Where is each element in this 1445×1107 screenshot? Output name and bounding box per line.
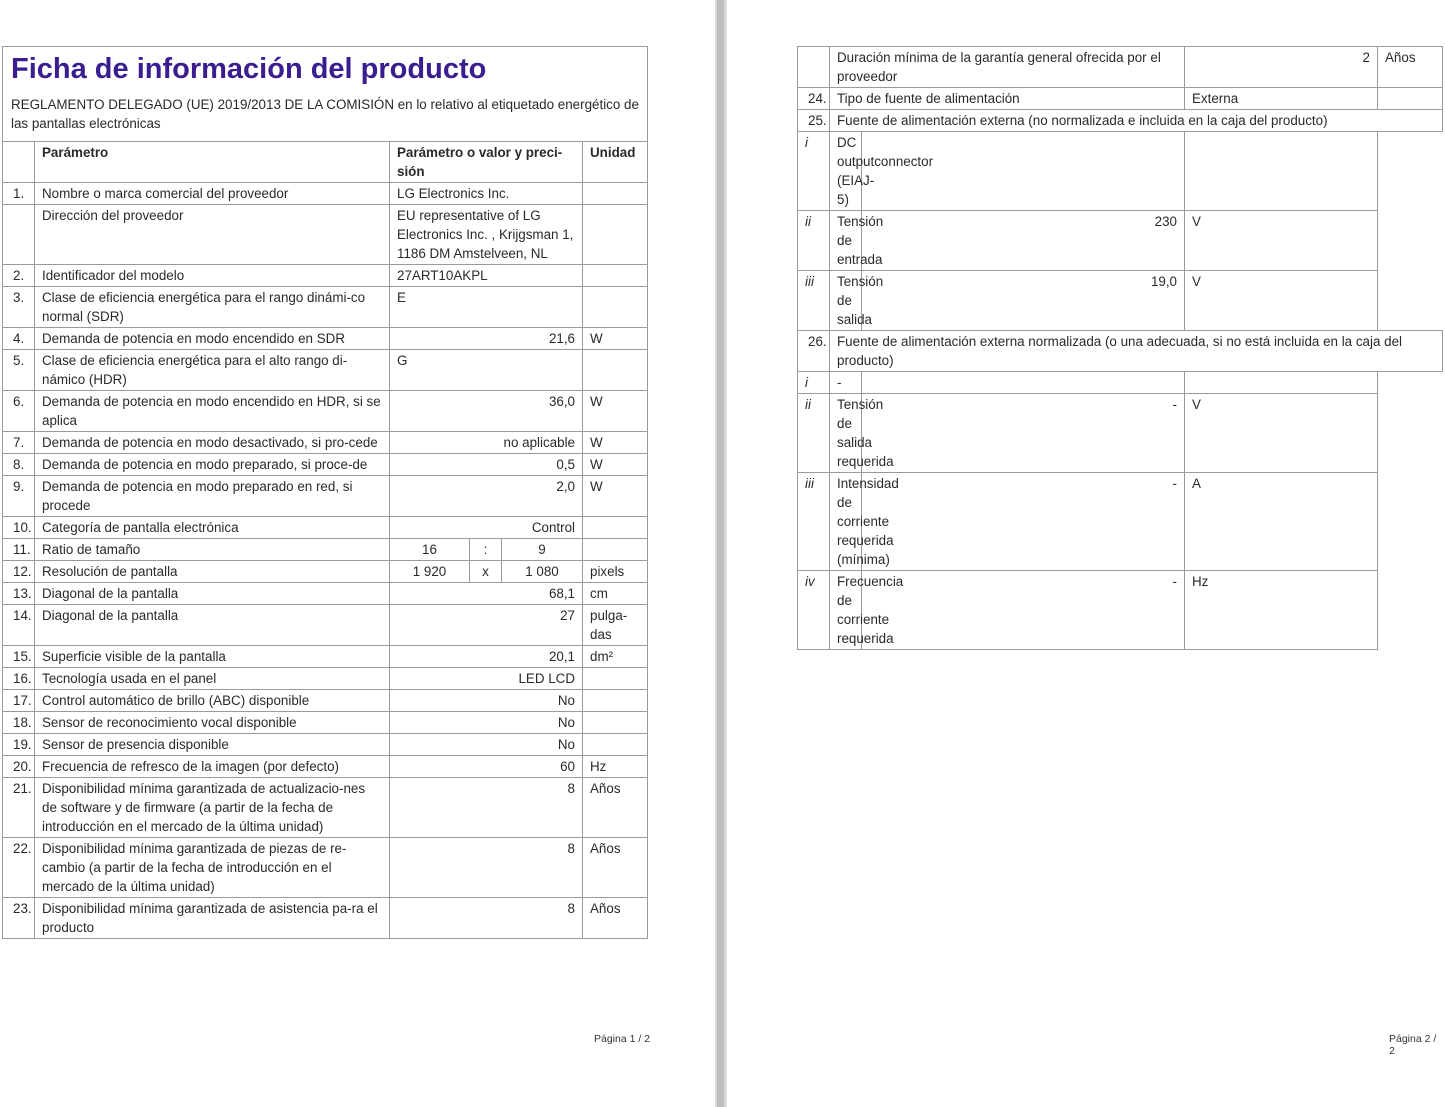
table-row-26 xyxy=(798,331,1443,372)
row-25-subitems xyxy=(798,132,1443,331)
table-row xyxy=(3,668,648,690)
row-value: No xyxy=(390,734,583,756)
row-parameter: Tecnología usada en el panel xyxy=(35,668,390,690)
table-row xyxy=(3,183,648,205)
sub-item-value xyxy=(862,132,1185,211)
sub-item-row xyxy=(798,211,1443,271)
row-unit: Años xyxy=(583,778,648,838)
rows-group-b xyxy=(3,583,648,939)
row-unit xyxy=(583,690,648,712)
sub-item-row xyxy=(798,372,1443,394)
row-number: 9. xyxy=(3,476,35,517)
sub-item-value: - xyxy=(862,571,1185,650)
sub-item-row xyxy=(798,571,1443,650)
row-value: No xyxy=(390,712,583,734)
row-value: 0,5 xyxy=(390,454,583,476)
row-parameter: Clase de eficiencia energética para el rango dinámi-co normal (SDR) xyxy=(35,287,390,328)
row-parameter: Demanda de potencia en modo desactivado, si pro-cede xyxy=(35,432,390,454)
table-row xyxy=(3,838,648,898)
row-value: 8 xyxy=(390,898,583,939)
header-row xyxy=(3,142,648,183)
sub-item-index: ii xyxy=(798,211,830,271)
row-unit: W xyxy=(583,454,648,476)
row-unit: Hz xyxy=(583,756,648,778)
row-parameter: Diagonal de la pantalla xyxy=(35,605,390,646)
table-row xyxy=(3,690,648,712)
product-info-table-page-2 xyxy=(797,46,1443,650)
sub-item-index: iii xyxy=(798,473,830,571)
row-value: Externa xyxy=(1185,88,1378,110)
row-number xyxy=(798,47,830,88)
table-row xyxy=(3,350,648,391)
row-value: 2,0 xyxy=(390,476,583,517)
table-row-resolution xyxy=(3,561,648,583)
page-number-2: Página 2 / 2 xyxy=(1389,1033,1437,1057)
row-value: 68,1 xyxy=(390,583,583,605)
scrollbar[interactable] xyxy=(717,0,724,1107)
row-unit: pulga-das xyxy=(583,605,648,646)
header-value: Parámetro o valor y preci-sión xyxy=(390,142,583,183)
resolution-width: 1 920 xyxy=(390,561,470,583)
sub-item-index: iii xyxy=(798,271,830,331)
sub-item-value: - xyxy=(862,394,1185,473)
row-parameter: Dirección del proveedor xyxy=(35,205,390,265)
sub-item-unit: A xyxy=(1185,473,1378,571)
row-unit xyxy=(1378,88,1443,110)
sub-item-unit xyxy=(1185,132,1378,211)
ratio-width: 16 xyxy=(390,539,470,561)
row-unit xyxy=(583,265,648,287)
row-parameter: Identificador del modelo xyxy=(35,265,390,287)
sub-item-row xyxy=(798,473,1443,571)
sub-item-parameter: Intensidad de corriente requerida (mínima) xyxy=(830,473,862,571)
sub-item-unit: V xyxy=(1185,271,1378,331)
section-title: Fuente de alimentación externa (no normalizada e incluida en la caja del producto) xyxy=(830,110,1443,132)
sub-item-value xyxy=(862,372,1185,394)
row-parameter: Demanda de potencia en modo preparado en red, si procede xyxy=(35,476,390,517)
product-info-table-page-1 xyxy=(2,46,648,939)
sub-item-parameter: Frecuencia de corriente requerida xyxy=(830,571,862,650)
page-number-1: Página 1 / 2 xyxy=(594,1033,651,1045)
sub-item-index: i xyxy=(798,132,830,211)
sub-item-value: - xyxy=(862,473,1185,571)
row-parameter: Sensor de presencia disponible xyxy=(35,734,390,756)
row-parameter: Sensor de reconocimiento vocal disponible xyxy=(35,712,390,734)
table-row-24 xyxy=(798,88,1443,110)
row-number: 18. xyxy=(3,712,35,734)
table-row xyxy=(3,265,648,287)
row-parameter: Categoría de pantalla electrónica xyxy=(35,517,390,539)
row-parameter: Diagonal de la pantalla xyxy=(35,583,390,605)
table-row xyxy=(3,605,648,646)
document-subtitle: REGLAMENTO DELEGADO (UE) 2019/2013 DE LA COMISIÓN en lo relativo al etiquetado energético de las pantallas electrónicas xyxy=(11,97,639,131)
resolution-separator: x xyxy=(470,561,502,583)
row-value: 60 xyxy=(390,756,583,778)
table-row xyxy=(3,734,648,756)
table-row xyxy=(3,778,648,838)
row-value: 8 xyxy=(390,778,583,838)
row-value: 21,6 xyxy=(390,328,583,350)
sub-item-parameter: - xyxy=(830,372,862,394)
sub-item-index: iv xyxy=(798,571,830,650)
row-number: 15. xyxy=(3,646,35,668)
row-value: 36,0 xyxy=(390,391,583,432)
row-number xyxy=(3,205,35,265)
row-number: 21. xyxy=(3,778,35,838)
row-parameter: Resolución de pantalla xyxy=(35,561,390,583)
header-unit: Unidad xyxy=(583,142,648,183)
table-row-ratio xyxy=(3,539,648,561)
table-row xyxy=(3,287,648,328)
sub-item-row xyxy=(798,271,1443,331)
row-unit: Años xyxy=(1378,47,1443,88)
row-value: no aplicable xyxy=(390,432,583,454)
row-unit xyxy=(583,539,648,561)
row-number: 3. xyxy=(3,287,35,328)
table-row xyxy=(3,454,648,476)
row-value: 20,1 xyxy=(390,646,583,668)
row-parameter: Demanda de potencia en modo encendido en HDR, si se aplica xyxy=(35,391,390,432)
table-row xyxy=(3,712,648,734)
row-unit xyxy=(583,668,648,690)
row-parameter: Disponibilidad mínima garantizada de piezas de re-cambio (a partir de la fecha de introducción en el mercado de la última unidad) xyxy=(35,838,390,898)
row-26-subitems xyxy=(798,372,1443,650)
row-unit: Años xyxy=(583,898,648,939)
row-number: 25. xyxy=(798,110,830,132)
row-number: 2. xyxy=(3,265,35,287)
row-number: 5. xyxy=(3,350,35,391)
sub-item-row xyxy=(798,394,1443,473)
row-unit: W xyxy=(583,432,648,454)
row-number: 4. xyxy=(3,328,35,350)
row-parameter: Superficie visible de la pantalla xyxy=(35,646,390,668)
row-value: Control xyxy=(390,517,583,539)
row-value: E xyxy=(390,287,583,328)
title-row xyxy=(3,47,648,142)
table-row xyxy=(3,205,648,265)
table-row xyxy=(3,432,648,454)
row-number: 13. xyxy=(3,583,35,605)
table-row xyxy=(3,646,648,668)
row-parameter: Demanda de potencia en modo encendido en SDR xyxy=(35,328,390,350)
sub-item-parameter: Tensión de entrada xyxy=(830,211,862,271)
table-row xyxy=(3,583,648,605)
table-row xyxy=(3,476,648,517)
row-value: EU representative of LG Electronics Inc. , Krijgsman 1, 1186 DM Amstelveen, NL xyxy=(390,205,583,265)
row-number: 6. xyxy=(3,391,35,432)
row-number: 19. xyxy=(3,734,35,756)
row-parameter: Disponibilidad mínima garantizada de actualizacio-nes de software y de firmware (a partir de la fecha de introducción en el mercado de la última unidad) xyxy=(35,778,390,838)
row-value: 27ART10AKPL xyxy=(390,265,583,287)
row-number: 7. xyxy=(3,432,35,454)
sub-item-row xyxy=(798,132,1443,211)
row-value: 8 xyxy=(390,838,583,898)
row-parameter: Frecuencia de refresco de la imagen (por defecto) xyxy=(35,756,390,778)
row-number: 26. xyxy=(798,331,830,372)
row-unit: Años xyxy=(583,838,648,898)
row-unit: W xyxy=(583,391,648,432)
row-parameter: Demanda de potencia en modo preparado, si proce-de xyxy=(35,454,390,476)
resolution-height: 1 080 xyxy=(502,561,583,583)
row-number: 24. xyxy=(798,88,830,110)
row-value: 27 xyxy=(390,605,583,646)
row-unit: W xyxy=(583,476,648,517)
sub-item-index: i xyxy=(798,372,830,394)
sub-item-parameter: DC outputconnector (EIAJ-5) xyxy=(830,132,862,211)
row-unit xyxy=(583,712,648,734)
row-value: LG Electronics Inc. xyxy=(390,183,583,205)
row-parameter: Clase de eficiencia energética para el alto rango di-námico (HDR) xyxy=(35,350,390,391)
row-number: 14. xyxy=(3,605,35,646)
row-number: 22. xyxy=(3,838,35,898)
document-title: Ficha de información del producto xyxy=(11,53,487,85)
page-gutter xyxy=(715,0,727,1107)
row-parameter: Tipo de fuente de alimentación xyxy=(830,88,1185,110)
table-row-25 xyxy=(798,110,1443,132)
row-value: 2 xyxy=(1185,47,1378,88)
sub-item-unit: V xyxy=(1185,211,1378,271)
row-unit xyxy=(583,517,648,539)
row-unit: pixels xyxy=(583,561,648,583)
sub-item-unit xyxy=(1185,372,1378,394)
row-unit: W xyxy=(583,328,648,350)
table-row xyxy=(3,756,648,778)
ratio-height: 9 xyxy=(502,539,583,561)
sub-item-parameter: Tensión de salida requerida xyxy=(830,394,862,473)
header-number xyxy=(3,142,35,183)
section-title: Fuente de alimentación externa normalizada (o una adecuada, si no está incluida en la caja del producto) xyxy=(830,331,1443,372)
row-value: No xyxy=(390,690,583,712)
ratio-separator: : xyxy=(470,539,502,561)
row-unit xyxy=(583,287,648,328)
table-row xyxy=(3,898,648,939)
row-parameter: Control automático de brillo (ABC) disponible xyxy=(35,690,390,712)
row-value: G xyxy=(390,350,583,391)
row-number: 1. xyxy=(3,183,35,205)
row-unit xyxy=(583,183,648,205)
row-number: 10. xyxy=(3,517,35,539)
row-number: 20. xyxy=(3,756,35,778)
row-parameter: Nombre o marca comercial del proveedor xyxy=(35,183,390,205)
sub-item-value: 230 xyxy=(862,211,1185,271)
row-number: 12. xyxy=(3,561,35,583)
header-parameter: Parámetro xyxy=(35,142,390,183)
row-number: 17. xyxy=(3,690,35,712)
row-parameter: Disponibilidad mínima garantizada de asistencia pa-ra el producto xyxy=(35,898,390,939)
row-number: 11. xyxy=(3,539,35,561)
sub-item-parameter: Tensión de salida xyxy=(830,271,862,331)
row-unit: dm² xyxy=(583,646,648,668)
table-row xyxy=(3,328,648,350)
row-unit xyxy=(583,734,648,756)
table-row xyxy=(3,391,648,432)
row-number: 23. xyxy=(3,898,35,939)
row-number: 8. xyxy=(3,454,35,476)
row-value: LED LCD xyxy=(390,668,583,690)
sub-item-value: 19,0 xyxy=(862,271,1185,331)
row-parameter: Ratio de tamaño xyxy=(35,539,390,561)
row-parameter: Duración mínima de la garantía general ofrecida por el proveedor xyxy=(830,47,1185,88)
rows-group-a xyxy=(3,183,648,539)
sub-item-unit: V xyxy=(1185,394,1378,473)
row-unit: cm xyxy=(583,583,648,605)
row-unit xyxy=(583,205,648,265)
sub-item-index: ii xyxy=(798,394,830,473)
row-number: 16. xyxy=(3,668,35,690)
table-row xyxy=(3,517,648,539)
row-unit xyxy=(583,350,648,391)
sub-item-unit: Hz xyxy=(1185,571,1378,650)
table-row-warranty xyxy=(798,47,1443,88)
